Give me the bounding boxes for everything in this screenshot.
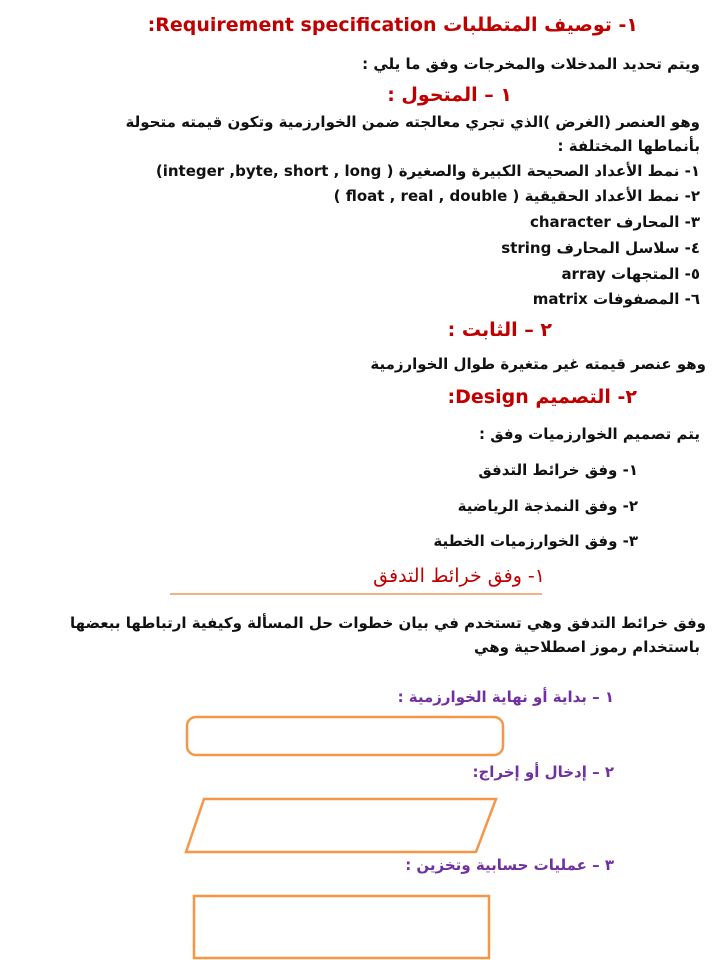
process-rectangle-shape	[192, 894, 492, 960]
design-item: ١- وفق خرائط التدفق	[478, 461, 638, 479]
flowchart-title: ١- وفق خرائط التدفق	[373, 565, 545, 587]
variable-type-item: ٥- المتجهات array	[561, 265, 700, 283]
heading-requirements: ١- توصيف المتطلبات Requirement specification:	[147, 14, 638, 36]
design-intro: يتم تصميم الخوارزميات وفق :	[479, 425, 700, 443]
intro-requirements: ويتم تحديد المدخلات والمخرجات وفق ما يلي :	[362, 55, 700, 73]
design-title: ٢- التصميم Design:	[447, 386, 637, 408]
variable-desc-line2: بأنماطها المختلفة :	[557, 137, 700, 155]
flowchart-desc-line2: باستخدام رموز اصطلاحية وهي	[474, 638, 700, 656]
io-parallelogram-shape	[184, 796, 500, 856]
symbol-label-process: ٣ – عمليات حسابية وتخزين :	[405, 856, 614, 874]
variable-type-item: ٦- المصفوفات matrix	[532, 290, 700, 308]
constant-desc: وهو عنصر قيمته غير متغيرة طوال الخوارزمية	[370, 355, 706, 373]
symbol-label-io: ٢ – إدخال أو إخراج:	[472, 763, 614, 781]
constant-title: ٢ – الثابت :	[447, 319, 552, 341]
flowchart-desc-line1: وفق خرائط التدفق وهي تستخدم في بيان خطوات حل المسألة وكيفية ارتباطها ببعضها	[69, 614, 706, 632]
heading-underline	[170, 593, 542, 595]
variable-type-item: ٤- سلاسل المحارف string	[501, 239, 700, 257]
terminal-shape	[185, 715, 507, 759]
variable-title: ١ – المتحول :	[387, 84, 512, 106]
symbol-label-terminal: ١ – بداية أو نهاية الخوارزمية :	[397, 688, 614, 706]
variable-desc-line1: وهو العنصر (الغرض )الذي تجري معالجته ضمن الخوارزمية وتكون قيمته متحولة	[125, 113, 700, 131]
design-item: ٣- وفق الخوارزميات الخطية	[433, 532, 638, 550]
design-item: ٢- وفق النمذجة الرياضية	[457, 497, 638, 515]
variable-type-item: ٣- المحارف character	[529, 213, 700, 231]
variable-type-item: ٢- نمط الأعداد الحقيقية ( float , real , double )	[333, 187, 700, 205]
variable-type-item: ١- نمط الأعداد الصحيحة الكبيرة والصغيرة ( integer ,byte, short , long)	[155, 162, 700, 180]
